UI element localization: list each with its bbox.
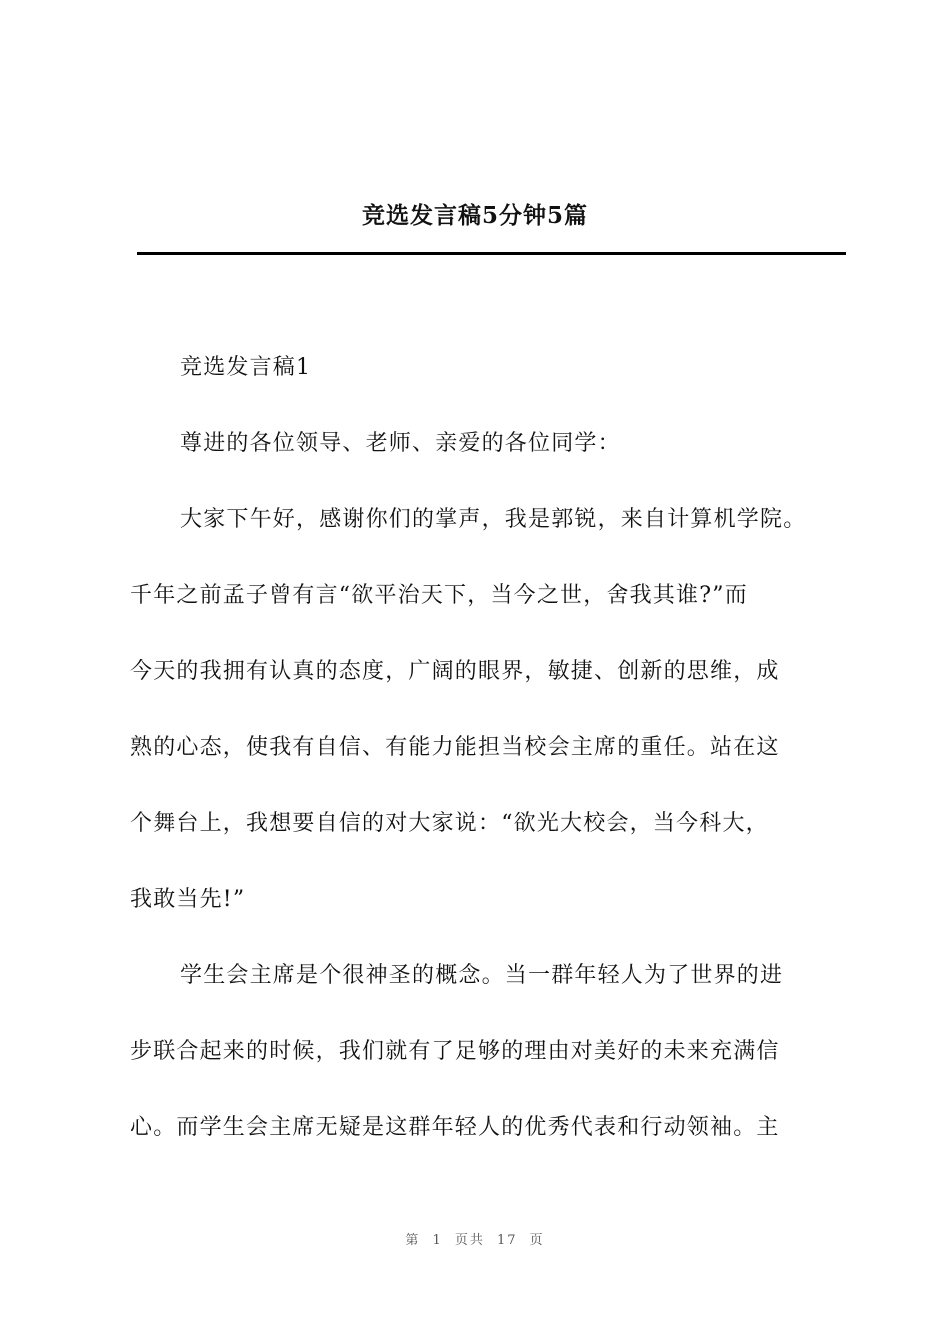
paragraph-line: 学生会主席是个很神圣的概念。当一群年轻人为了世界的进 bbox=[180, 963, 784, 988]
paragraph-line: 熟的心态，使我有自信、有能力能担当校会主席的重任。站在这 bbox=[130, 735, 780, 760]
paragraph-line: 个舞台上，我想要自信的对大家说：“欲光大校会，当今科大， bbox=[130, 811, 769, 836]
paragraph-line: 心。而学生会主席无疑是这群年轻人的优秀代表和行动领袖。主 bbox=[130, 1115, 780, 1140]
salutation: 尊进的各位领导、老师、亲爱的各位同学： bbox=[180, 431, 621, 456]
title-divider bbox=[137, 252, 846, 255]
paragraph-line: 今天的我拥有认真的态度，广阔的眼界，敏捷、创新的思维，成 bbox=[130, 659, 780, 684]
page-footer: 第 1 页共 17 页 bbox=[405, 1233, 545, 1248]
paragraph-line: 千年之前孟子曾有言“欲平治天下，当今之世，舍我其谁?”而 bbox=[130, 583, 748, 608]
paragraph-line: 我敢当先!” bbox=[130, 887, 246, 912]
section-heading: 竞选发言稿1 bbox=[180, 355, 312, 380]
document-title: 竞选发言稿5分钟5篇 bbox=[361, 202, 588, 229]
paragraph-line: 大家下午好，感谢你们的掌声，我是郭锐，来自计算机学院。 bbox=[180, 507, 807, 532]
paragraph-line: 步联合起来的时候，我们就有了足够的理由对美好的未来充满信 bbox=[130, 1039, 780, 1064]
document-body bbox=[130, 340, 842, 1176]
